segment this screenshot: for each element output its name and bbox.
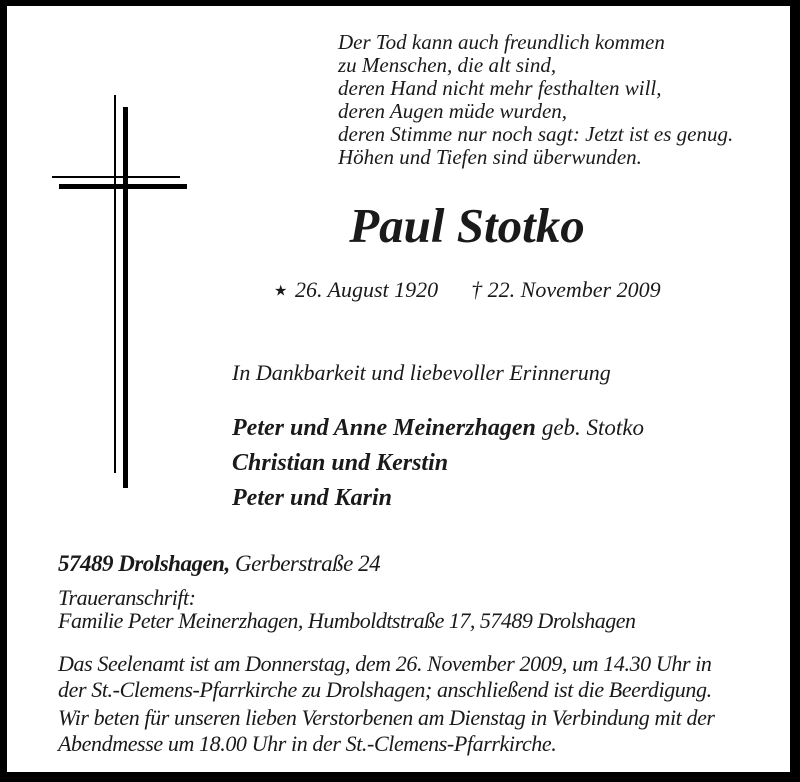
condolence-address: Familie Peter Meinerzhagen, Humboldtstraße 17, 57489 Drolshagen: [58, 608, 636, 633]
mourner-names: Christian und Kerstin: [232, 450, 449, 476]
death-date: [471, 277, 660, 302]
birth-star-icon: ★: [274, 283, 290, 300]
home-address-city: 57489 Drolshagen,: [58, 551, 230, 576]
prayer-paragraph: [58, 705, 715, 757]
cross-vertical-thin-line: [114, 95, 116, 473]
poem-line: deren Hand nicht mehr festhalten will,: [338, 76, 662, 100]
poem-line: zu Menschen, die alt sind,: [338, 53, 557, 77]
mourner-line: [232, 486, 644, 510]
life-dates: [274, 277, 661, 303]
mourner-line: [232, 451, 644, 475]
birth-date-text: 26. August 1920: [294, 277, 439, 302]
mourner-name-suffix: geb. Stotko: [541, 415, 645, 440]
mourner-line: [232, 416, 644, 440]
home-address-street: Gerberstraße 24: [234, 551, 381, 576]
page-border-right: [790, 0, 800, 782]
death-date-text: 22. November 2009: [487, 277, 661, 302]
funeral-service-paragraph: [58, 651, 712, 703]
death-dagger-icon: †: [471, 277, 483, 302]
home-address: [58, 551, 380, 577]
mourners-list: [232, 416, 644, 521]
condolence-address-label: Traueranschrift:: [58, 585, 196, 610]
poem-line: deren Augen müde wurden,: [338, 99, 568, 123]
page-border-bottom: [0, 772, 800, 782]
prayer-line: Abendmesse um 18.00 Uhr in der St.-Clemens-Pfarrkirche.: [58, 731, 557, 756]
prayer-line: Wir beten für unseren lieben Verstorbenen am Dienstag in Verbindung mit der: [58, 705, 715, 730]
memorial-poem: [338, 31, 733, 169]
cross-vertical-thick-line: [123, 107, 128, 488]
cross-horizontal-thin-line: [52, 176, 180, 178]
birth-date: [274, 277, 438, 302]
service-line: der St.-Clemens-Pfarrkirche zu Drolshagen; anschließend ist die Beerdigung.: [58, 677, 712, 702]
mourner-names: Peter und Karin: [232, 485, 393, 511]
page-border-top: [0, 0, 800, 6]
mourner-names: Peter und Anne Meinerzhagen: [232, 415, 536, 441]
poem-line: Höhen und Tiefen sind überwunden.: [338, 145, 642, 169]
service-line: Das Seelenamt ist am Donnerstag, dem 26. November 2009, um 14.30 Uhr in: [58, 651, 712, 676]
poem-line: Der Tod kann auch freundlich kommen: [338, 30, 665, 54]
tribute-line: In Dankbarkeit und liebevoller Erinnerung: [232, 360, 611, 385]
cross-horizontal-thick-line: [59, 184, 187, 189]
deceased-name: Paul Stotko: [349, 198, 585, 253]
poem-line: deren Stimme nur noch sagt: Jetzt ist es genug.: [338, 122, 734, 146]
page-border-left: [0, 0, 7, 782]
